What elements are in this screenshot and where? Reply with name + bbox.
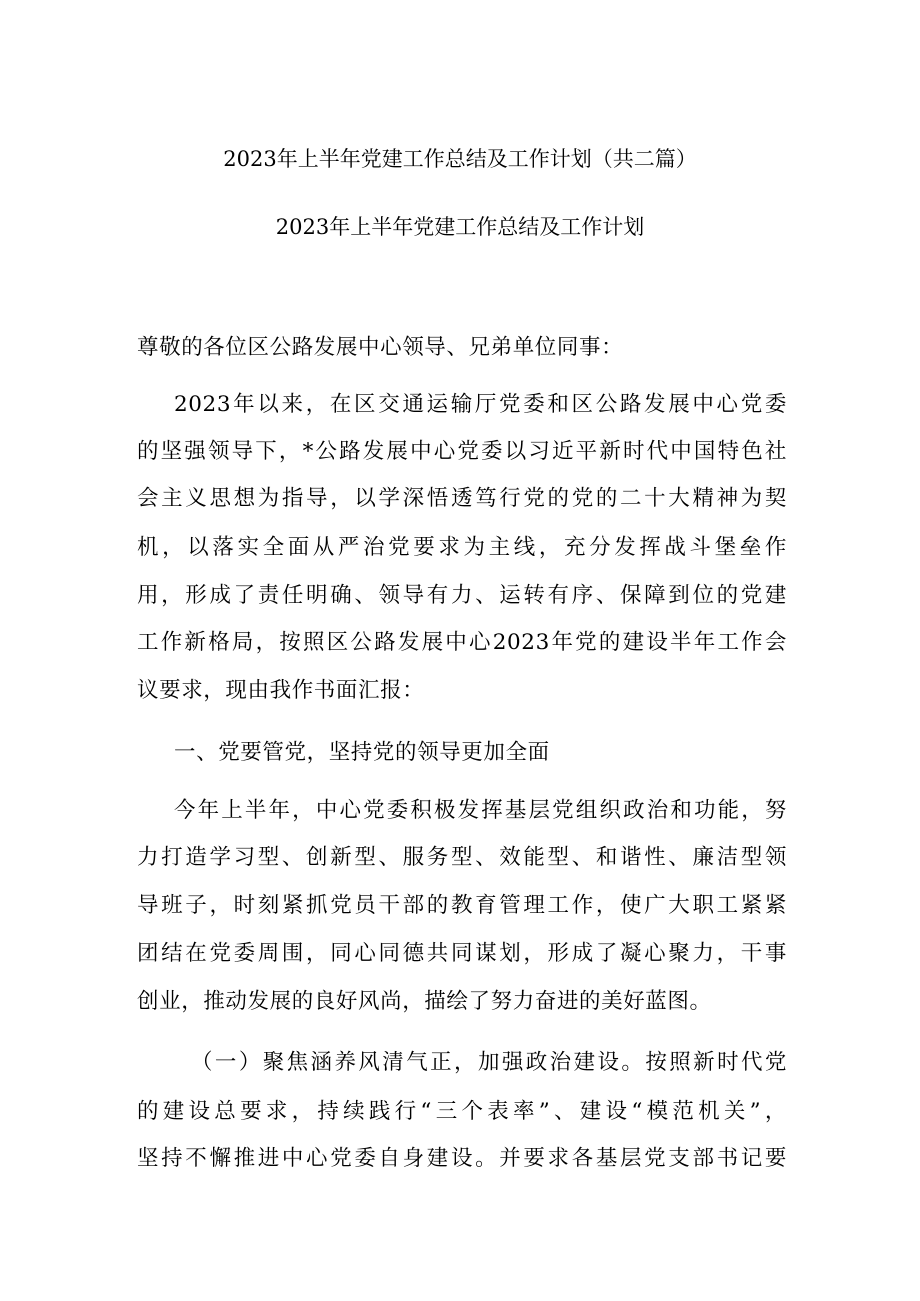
paragraph-2-line-5: 创业，推动发展的良好风尚，描绘了努力奋进的美好蓝图。 (137, 989, 712, 1014)
paragraph-1-line-6: 工作新格局，按照区公路发展中心2023年党的建设半年工作会 (137, 630, 787, 655)
section-heading-1: 一、党要管党，坚持党的领导更加全面 (174, 740, 550, 765)
paragraph-1-line-1: 2023年以来，在区交通运输厅党委和区公路发展中心党委 (174, 392, 787, 417)
paragraph-2-line-1: 今年上半年，中心党委积极发挥基层党组织政治和功能，努 (174, 798, 787, 823)
paragraph-2-line-3: 导班子，时刻紧抓党员干部的教育管理工作，使广大职工紧紧 (137, 893, 787, 918)
paragraph-3-line-3: 坚持不懈推进中心党委自身建设。并要求各基层党支部书记要 (137, 1146, 787, 1171)
paragraph-1-line-2: 的坚强领导下，*公路发展中心党委以习近平新时代中国特色社 (137, 439, 787, 464)
salutation: 尊敬的各位区公路发展中心领导、兄弟单位同事： (137, 335, 624, 360)
paragraph-1-line-5: 用，形成了责任明确、领导有力、运转有序、保障到位的党建 (137, 583, 787, 608)
document-subtitle: 2023年上半年党建工作总结及工作计划 (275, 215, 645, 239)
document-title: 2023年上半年党建工作总结及工作计划（共二篇） (223, 147, 697, 171)
paragraph-1-line-4: 机，以落实全面从严治党要求为主线，充分发挥战斗堡垒作 (137, 535, 787, 560)
paragraph-3-line-1: （一）聚焦涵养风清气正，加强政治建设。按照新时代党 (191, 1050, 787, 1075)
paragraph-2-line-2: 力打造学习型、创新型、服务型、效能型、和谐性、廉洁型领 (137, 845, 787, 870)
paragraph-3-line-2: 的建设总要求，持续践行“三个表率”、建设“模范机关”， (137, 1099, 787, 1124)
paragraph-1-line-3: 会主义思想为指导，以学深悟透笃行党的党的二十大精神为契 (137, 486, 787, 511)
paragraph-1-line-7: 议要求，现由我作书面汇报： (137, 678, 425, 703)
paragraph-2-line-4: 团结在党委周围，同心同德共同谋划，形成了凝心聚力，干事 (137, 941, 787, 966)
